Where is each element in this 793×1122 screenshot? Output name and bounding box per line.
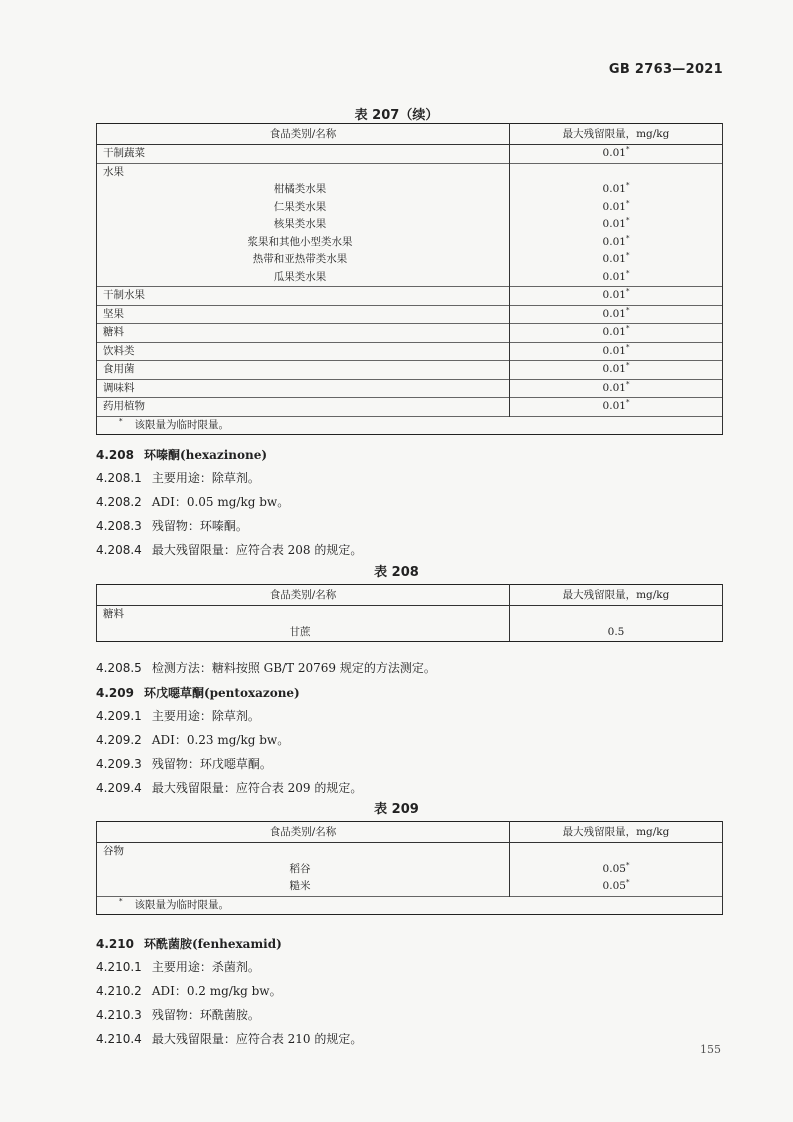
food-category-cell: 糖料 <box>97 606 510 624</box>
section-item: 4.208.2 ADI：0.05 mg/kg bw。 <box>96 495 290 509</box>
food-category-cell: 核果类水果 <box>97 216 510 234</box>
food-category-cell: 调味料 <box>97 379 510 398</box>
mrl-value-cell: 0.01* <box>510 216 723 234</box>
mrl-value-cell: 0.01* <box>510 251 723 269</box>
table-note-row <box>97 896 723 915</box>
mrl-value-cell: 0.01* <box>510 145 723 164</box>
temporary-limit-mark: * <box>625 380 630 388</box>
table-row <box>97 861 723 879</box>
food-category-cell: 糖料 <box>97 324 510 343</box>
mrl-value-cell: 0.01* <box>510 234 723 252</box>
temporary-limit-mark: * <box>625 234 630 242</box>
section-item: 4.208.1 主要用途：除草剂。 <box>96 471 260 485</box>
section-209-heading: 4.209 环戊噁草酮(pentoxazone) <box>96 686 300 700</box>
temporary-limit-mark: * <box>625 216 630 225</box>
table-row <box>97 163 723 181</box>
table-row <box>97 624 723 642</box>
mrl-value-cell: 0.01* <box>510 379 723 398</box>
standard-code: GB 2763—2021 <box>608 62 723 77</box>
table-row <box>97 216 723 234</box>
section-item: 4.209.3 残留物：环戊噁草酮。 <box>96 757 272 771</box>
food-category-cell: 瓜果类水果 <box>97 269 510 287</box>
temporary-limit-mark: * <box>625 361 630 370</box>
table-207 <box>96 123 723 435</box>
mrl-value-cell: 0.05* <box>510 878 723 896</box>
food-category-cell: 仁果类水果 <box>97 199 510 217</box>
column-header-food: 食品类别/名称 <box>97 822 510 843</box>
table-row <box>97 324 723 343</box>
table-row <box>97 287 723 306</box>
mrl-value-cell <box>510 163 723 181</box>
table-note: * 该限量为临时限量。 <box>97 896 723 915</box>
temporary-limit-mark: * <box>625 878 630 887</box>
mrl-value-cell <box>510 843 723 861</box>
food-category-cell: 谷物 <box>97 843 510 861</box>
mrl-value-cell: 0.01* <box>510 287 723 306</box>
temporary-limit-mark: * <box>625 287 630 296</box>
page-number: 155 <box>700 1043 721 1056</box>
temporary-limit-mark: * <box>625 398 630 407</box>
column-header-mrl: 最大残留限量，mg/kg <box>510 585 723 606</box>
food-category-cell: 干制水果 <box>97 287 510 306</box>
section-item: 4.208.3 残留物：环嗪酮。 <box>96 519 248 533</box>
mrl-value-cell: 0.05* <box>510 861 723 879</box>
mrl-value-cell: 0.5 <box>510 624 723 642</box>
table-row <box>97 234 723 252</box>
mrl-value-cell: 0.01* <box>510 398 723 417</box>
table-note-row <box>97 416 723 435</box>
food-category-cell: 干制蔬菜 <box>97 145 510 164</box>
food-category-cell: 食用菌 <box>97 361 510 380</box>
column-header-food: 食品类别/名称 <box>97 585 510 606</box>
table-row <box>97 379 723 398</box>
table-row <box>97 361 723 380</box>
table-note: * 该限量为临时限量。 <box>97 416 723 435</box>
table-row <box>97 181 723 199</box>
food-category-cell: 药用植物 <box>97 398 510 417</box>
food-category-cell: 水果 <box>97 163 510 181</box>
table-208-caption: 表 208 <box>374 565 419 580</box>
section-item: 4.210.1 主要用途：杀菌剂。 <box>96 960 260 974</box>
section-208-heading: 4.208 环嗪酮(hexazinone) <box>96 448 268 462</box>
mrl-value-cell: 0.01* <box>510 361 723 380</box>
food-category-cell: 浆果和其他小型类水果 <box>97 234 510 252</box>
table-row <box>97 342 723 361</box>
temporary-limit-mark: * <box>625 199 630 207</box>
temporary-limit-mark: * <box>625 181 630 190</box>
item-4-208-5: 4.208.5 检测方法：糖料按照 GB/T 20769 规定的方法测定。 <box>96 661 436 675</box>
temporary-limit-mark: * <box>625 861 630 869</box>
table-row <box>97 145 723 164</box>
table-row <box>97 199 723 217</box>
table-row <box>97 269 723 287</box>
table-209-caption: 表 209 <box>374 802 419 817</box>
section-item: 4.210.2 ADI：0.2 mg/kg bw。 <box>96 984 282 998</box>
temporary-limit-mark: * <box>625 324 630 333</box>
temporary-limit-mark: * <box>625 145 630 154</box>
food-category-cell: 饮料类 <box>97 342 510 361</box>
temporary-limit-mark: * <box>625 343 630 351</box>
mrl-value-cell: 0.01* <box>510 342 723 361</box>
mrl-value-cell: 0.01* <box>510 181 723 199</box>
temporary-limit-mark: * <box>625 251 630 260</box>
section-item: 4.210.4 最大残留限量：应符合表 210 的规定。 <box>96 1032 363 1046</box>
food-category-cell: 甘蔗 <box>97 624 510 642</box>
column-header-mrl: 最大残留限量，mg/kg <box>510 124 723 145</box>
food-category-cell: 坚果 <box>97 305 510 324</box>
table-row <box>97 398 723 417</box>
food-category-cell: 稻谷 <box>97 861 510 879</box>
table-row <box>97 878 723 896</box>
food-category-cell: 糙米 <box>97 878 510 896</box>
mrl-value-cell: 0.01* <box>510 199 723 217</box>
food-category-cell: 柑橘类水果 <box>97 181 510 199</box>
mrl-value-cell: 0.01* <box>510 269 723 287</box>
mrl-value-cell <box>510 606 723 624</box>
mrl-value-cell: 0.01* <box>510 324 723 343</box>
column-header-food: 食品类别/名称 <box>97 124 510 145</box>
column-header-mrl: 最大残留限量，mg/kg <box>510 822 723 843</box>
section-item: 4.208.4 最大残留限量：应符合表 208 的规定。 <box>96 543 363 557</box>
temporary-limit-mark: * <box>625 269 630 277</box>
table-row <box>97 251 723 269</box>
food-category-cell: 热带和亚热带类水果 <box>97 251 510 269</box>
section-item: 4.209.2 ADI：0.23 mg/kg bw。 <box>96 733 290 747</box>
table-row <box>97 843 723 861</box>
mrl-value-cell: 0.01* <box>510 305 723 324</box>
section-item: 4.209.1 主要用途：除草剂。 <box>96 709 260 723</box>
table-209 <box>96 821 723 915</box>
section-210-heading: 4.210 环酰菌胺(fenhexamid) <box>96 937 282 951</box>
temporary-limit-mark: * <box>625 306 630 314</box>
section-item: 4.209.4 最大残留限量：应符合表 209 的规定。 <box>96 781 363 795</box>
section-item: 4.210.3 残留物：环酰菌胺。 <box>96 1008 260 1022</box>
table-row <box>97 305 723 324</box>
table-row <box>97 606 723 624</box>
table-207-caption: 表 207（续） <box>354 108 439 123</box>
table-208 <box>96 584 723 642</box>
